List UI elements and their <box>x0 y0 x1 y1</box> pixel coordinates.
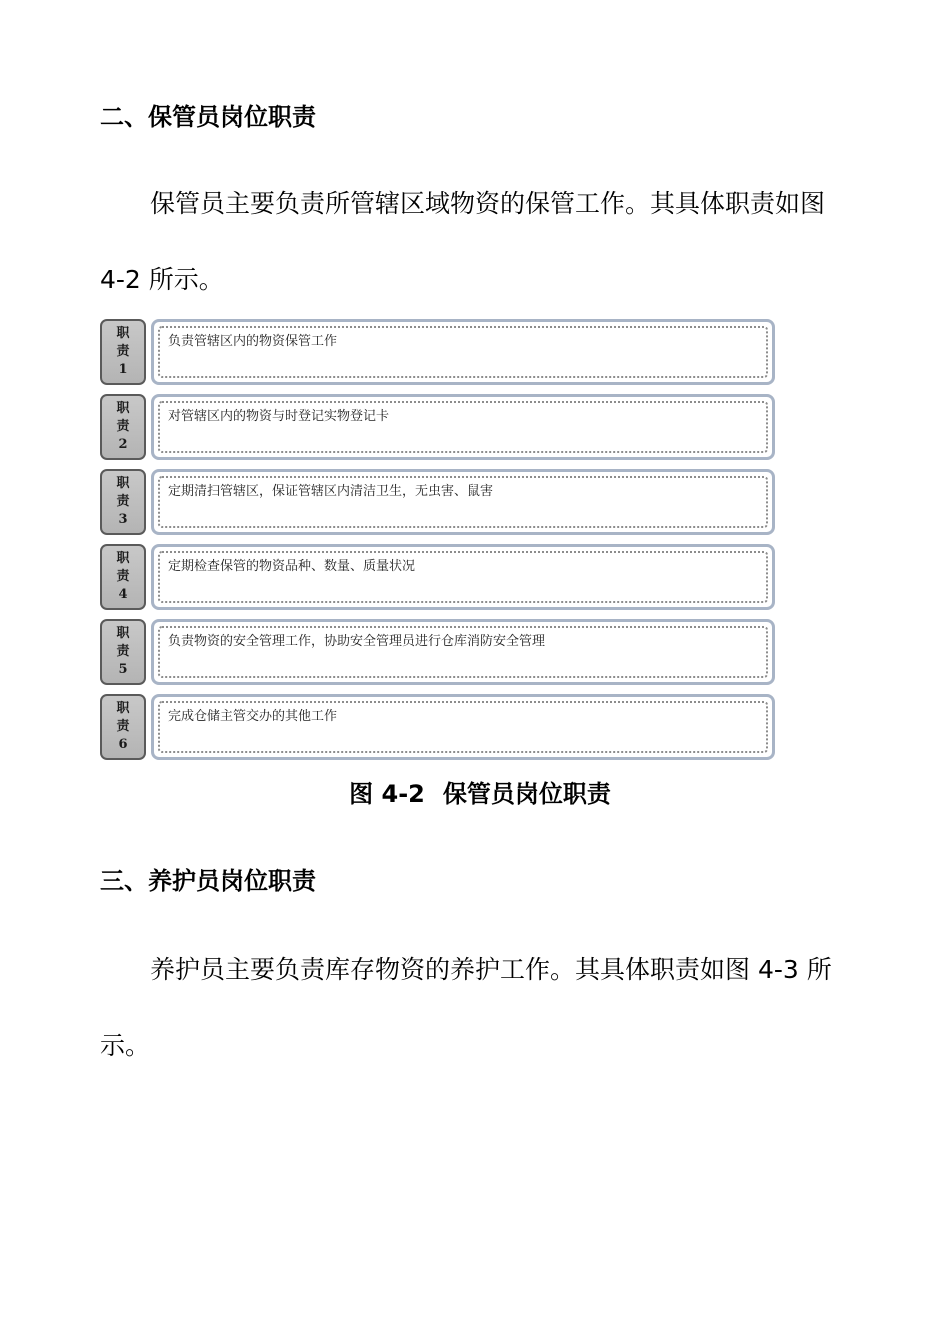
duty-text-6: 完成仓储主管交办的其他工作 <box>168 709 338 724</box>
duty-box-5 <box>151 619 775 685</box>
duty-tag-char: 职 <box>116 626 130 641</box>
duty-row-3 <box>100 469 776 535</box>
duty-row-1 <box>100 319 776 385</box>
duty-tag-number: 6 <box>118 737 128 752</box>
keeper-intro-line-2: 4-2 所示。 <box>100 265 224 294</box>
duty-tag-char: 责 <box>116 494 130 509</box>
duty-text-5: 负责物资的安全管理工作，协助安全管理员进行仓库消防安全管理 <box>168 634 546 649</box>
duty-tag-char: 职 <box>116 701 130 716</box>
section-heading-maintainer: 三、养护员岗位职责 <box>100 867 316 895</box>
duty-tag-2 <box>100 394 146 460</box>
duty-tag-number: 2 <box>118 437 128 452</box>
duty-tag-char: 职 <box>116 476 130 491</box>
maintainer-intro-line-2: 示。 <box>100 1031 151 1060</box>
duty-box-1 <box>151 319 775 385</box>
duty-box-2 <box>151 394 775 460</box>
duty-box-4 <box>151 544 775 610</box>
duty-tag-char: 责 <box>116 344 130 359</box>
duty-row-4 <box>100 544 776 610</box>
duty-tag-char: 责 <box>116 569 130 584</box>
duty-text-4: 定期检查保管的物资品种、数量、质量状况 <box>168 559 416 574</box>
duty-tag-number: 4 <box>118 587 128 602</box>
duty-tag-5 <box>100 619 146 685</box>
duty-text-1: 负责管辖区内的物资保管工作 <box>168 334 338 349</box>
duty-row-6 <box>100 694 776 760</box>
figure-caption <box>0 778 950 810</box>
duty-tag-char: 责 <box>116 719 130 734</box>
duty-text-3: 定期清扫管辖区，保证管辖区内清洁卫生，无虫害、鼠害 <box>168 484 494 499</box>
figure-caption-title: 保管员岗位职责 <box>442 780 611 808</box>
duty-tag-char: 职 <box>116 326 130 341</box>
keeper-intro-line-1: 保管员主要负责所管辖区域物资的保管工作。其具体职责如图 <box>150 189 826 218</box>
duty-tag-char: 责 <box>116 419 130 434</box>
duty-box-6 <box>151 694 775 760</box>
figure-caption-number: 图 4-2 <box>349 780 425 808</box>
duty-tag-3 <box>100 469 146 535</box>
duty-text-2: 对管辖区内的物资与时登记实物登记卡 <box>168 409 390 424</box>
duty-tag-number: 5 <box>118 662 128 677</box>
duty-box-3 <box>151 469 775 535</box>
duty-tag-char: 职 <box>116 551 130 566</box>
duty-row-2 <box>100 394 776 460</box>
duty-row-5 <box>100 619 776 685</box>
duty-tag-1 <box>100 319 146 385</box>
duty-tag-number: 3 <box>118 512 128 527</box>
maintainer-intro-line-1: 养护员主要负责库存物资的养护工作。其具体职责如图 4-3 所 <box>150 955 832 984</box>
section-heading-keeper: 二、保管员岗位职责 <box>100 103 316 131</box>
duty-tag-char: 职 <box>116 401 130 416</box>
duty-tag-4 <box>100 544 146 610</box>
duty-tag-char: 责 <box>116 644 130 659</box>
duty-tag-6 <box>100 694 146 760</box>
duty-tag-number: 1 <box>118 362 128 377</box>
